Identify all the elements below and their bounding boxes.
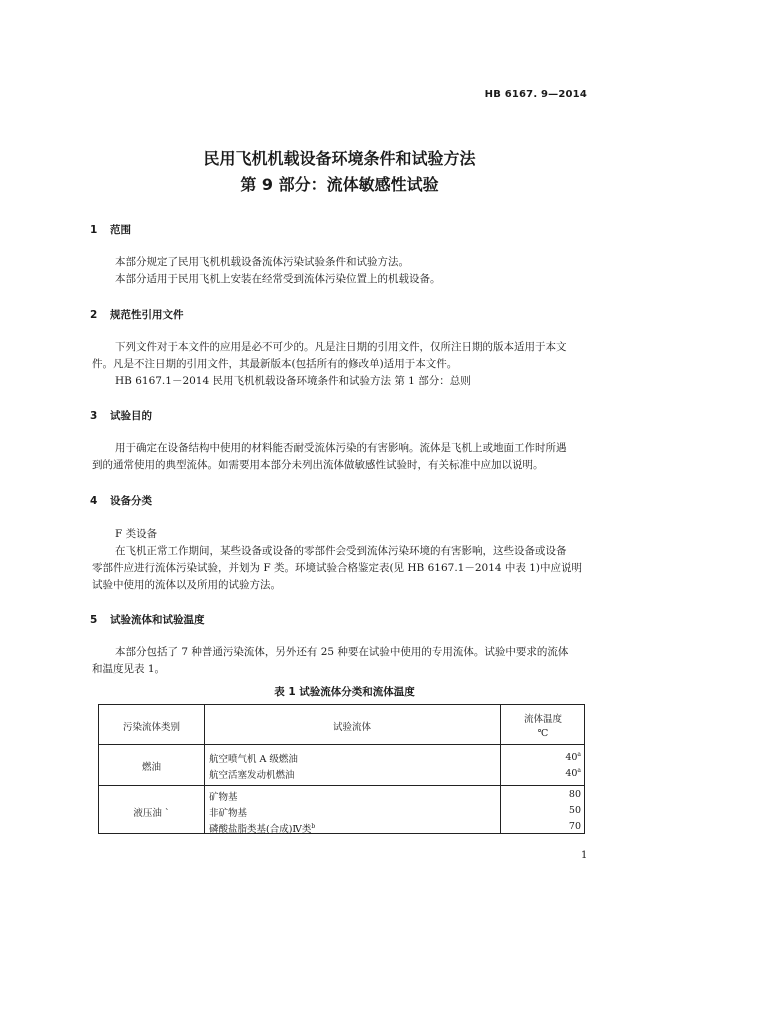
fluid-cell: 矿物基 — [209, 792, 238, 803]
paragraph-line: 和温度见表 1。 — [92, 663, 166, 675]
title-line-1: 民用飞机机载设备环境条件和试验方法 — [203, 149, 476, 168]
paragraph-line: 零部件应进行流体污染试验，并划为 F 类。环境试验合格鉴定表(见 HB 6167.1－2014 中表 1)中应说明 — [92, 562, 583, 574]
title-line-2: 第 9 部分：流体敏感性试验 — [240, 175, 439, 194]
paragraph-line: 本部分包括了 7 种普通污染流体，另外还有 25 种要在试验中使用的专用流体。试验中要求的流体 — [115, 646, 569, 658]
paragraph-line: 试验中使用的流体以及所用的试验方法。 — [92, 579, 281, 591]
paragraph-line: 到的通常使用的典型流体。如需要用本部分未列出流体做敏感性试验时，有关标准中应加以说明。 — [92, 459, 544, 471]
section-heading: 3 试验目的 — [90, 410, 152, 422]
fluid-table — [98, 704, 585, 834]
temp-cell: 40$^a$ — [565, 751, 581, 764]
header-category: 污染流体类别 — [122, 722, 180, 733]
section-heading: 1 范围 — [90, 224, 131, 236]
fluid-cell: 航空喷气机 A 级燃油 — [209, 754, 298, 765]
table-caption: 表 1 试验流体分类和流体温度 — [274, 686, 415, 698]
page-number: 1 — [581, 850, 588, 861]
reference-item: HB 6167.1－2014 民用飞机机载设备环境条件和试验方法 第 1 部分：总则 — [115, 375, 471, 387]
header-fluid: 试验流体 — [332, 722, 371, 733]
fluid-cell: 航空活塞发动机燃油 — [209, 770, 295, 781]
paragraph-line: 下列文件对于本文件的应用是必不可少的。凡是注日期的引用文件，仅所注日期的版本适用于本文 — [115, 341, 567, 353]
paragraph-line: 用于确定在设备结构中使用的材料能否耐受流体污染的有害影响。流体是飞机上或地面工作时所遇 — [115, 442, 567, 454]
table-divider — [99, 744, 584, 745]
paragraph-line: F 类设备 — [115, 528, 158, 540]
paragraph: 本部分规定了民用飞机机载设备流体污染试验条件和试验方法。 — [115, 256, 409, 268]
temp-cell: 40$^a$ — [565, 767, 581, 780]
temp-cell: 50 — [568, 805, 581, 816]
category-cell: 液压油 ` — [133, 808, 170, 819]
temp-cell: 80 — [568, 789, 581, 800]
temp-cell: 70 — [568, 821, 581, 832]
section-heading: 2 规范性引用文件 — [90, 309, 184, 321]
standard-number: HB 6167. 9—2014 — [484, 89, 587, 100]
header-temp: 流体温度 — [523, 714, 562, 725]
header-temp-unit: ℃ — [537, 728, 549, 739]
section-heading: 4 设备分类 — [90, 495, 152, 507]
fluid-cell: 非矿物基 — [209, 808, 248, 819]
paragraph: 本部分适用于民用飞机上安装在经常受到流体污染位置上的机载设备。 — [115, 273, 441, 285]
paragraph-line: 件。凡是不注日期的引用文件，其最新版本(包括所有的修改单)适用于本文件。 — [92, 358, 458, 370]
table-divider — [99, 785, 584, 786]
fluid-cell: 磷酸盐脂类基(合成)Ⅳ类$^b$ — [209, 822, 316, 835]
paragraph-line: 在飞机正常工作期间，某些设备或设备的零部件会受到流体污染环境的有害影响，这些设备或设备 — [115, 545, 567, 557]
section-heading: 5 试验流体和试验温度 — [90, 614, 205, 626]
category-cell: 燃油 — [141, 762, 161, 773]
